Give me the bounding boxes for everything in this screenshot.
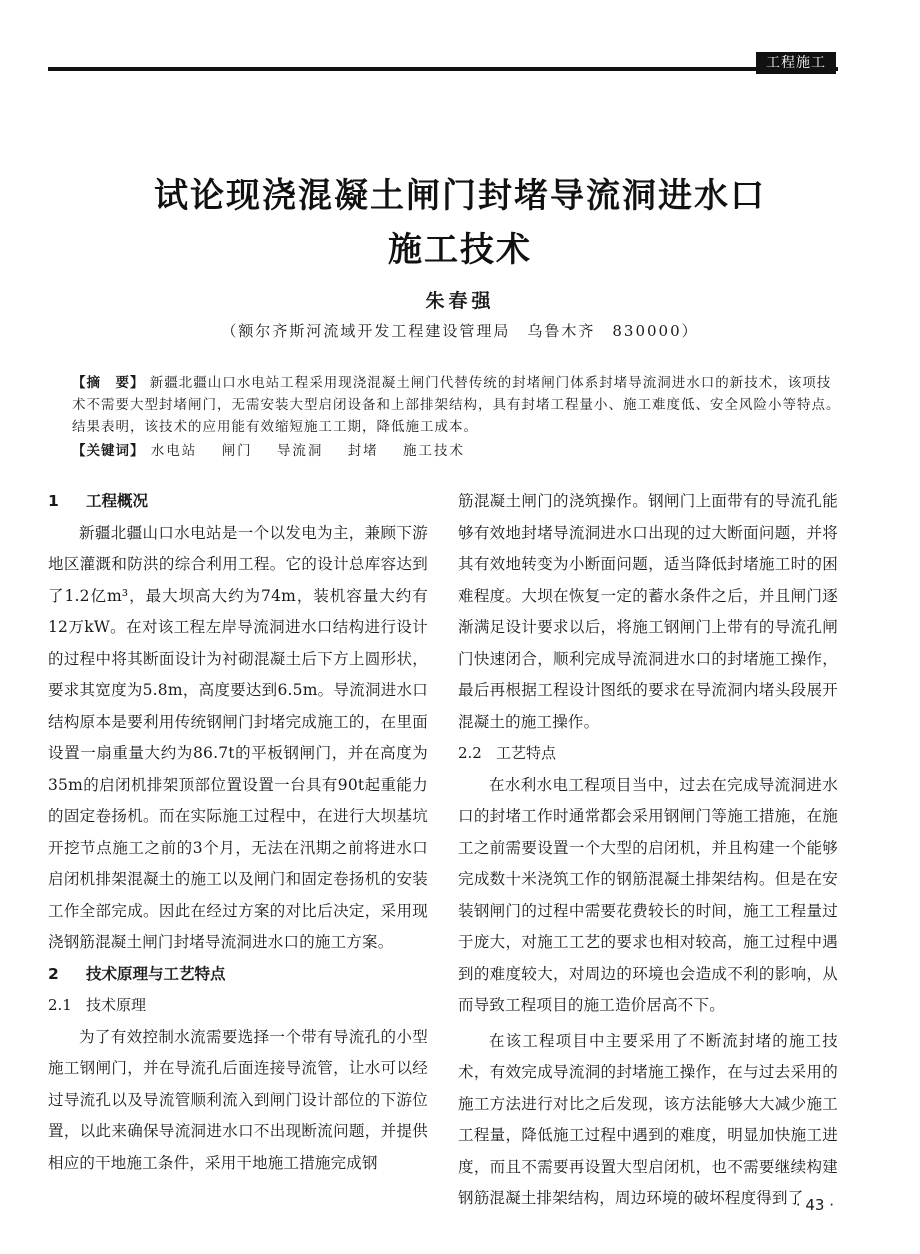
left-column	[48, 486, 428, 1179]
body-paragraph: 新疆北疆山口水电站是一个以发电为主，兼顾下游地区灌溉和防洪的综合利用工程。它的设计总库容达到了1.2亿m³，最大坝高大约为74m，装机容量大约有12万kW。在对该工程左岸导流洞进水口结构进行设计的过程中将其断面设计为衬砌混凝土后下方上圆形状，要求其宽度为5.8m，高度要达到6.5m。导流洞进水口结构原本是要利用传统钢闸门封堵完成施工的，在里面设置一扇重量大约为86.7t的平板钢闸门，并在高度为35m的启闭机排架顶部位置设置一台具有90t起重能力的固定卷扬机。而在实际施工过程中，在进行大坝基坑开挖节点施工之前的3个月，无法在汛期之前将进水口启闭机排架混凝土的施工以及闸门和固定卷扬机的安装工作全部完成。因此在经过方案的对比后决定，采用现浇钢筋混凝土闸门封堵导流洞进水口的施工方案。	[48, 523, 428, 951]
keywords-label: 【关键词】	[72, 443, 145, 459]
section-tag: 工程施工	[756, 52, 836, 74]
section-title: 工程概况	[86, 492, 149, 510]
author: 朱春强	[425, 290, 495, 312]
page-number: · 43 ·	[795, 1196, 834, 1214]
section-number: 2	[48, 964, 59, 983]
subsection-title: 技术原理	[86, 996, 147, 1014]
subsection-heading	[48, 990, 428, 1022]
keywords	[72, 440, 842, 462]
header-rule	[48, 67, 838, 71]
section-number: 1	[48, 492, 59, 510]
section-heading	[48, 486, 428, 518]
body-paragraph: 在该工程项目中主要采用了不断流封堵的施工技术，有效完成导流洞的封堵施工操作，在与过去采用的施工方法进行对比之后发现，该方法能够大大减少施工工程量，降低施工过程中遇到的难度，明显加快施工进度，而且不需要再设置大型启闭机，也不需要继续构建钢筋混凝土排架结构，周边环境的破坏程度得到了	[458, 1031, 838, 1207]
subsection-number: 2.1	[48, 996, 72, 1014]
section-title: 技术原理与工艺特点	[86, 964, 226, 983]
keyword: 封堵	[347, 443, 379, 459]
keyword: 闸门	[221, 443, 253, 459]
body-paragraph: 筋混凝土闸门的浇筑操作。钢闸门上面带有的导流孔能够有效地封堵导流洞进水口出现的过大断面问题，并将其有效地转变为小断面问题，适当降低封堵施工时的困难程度。大坝在恢复一定的蓄水条件之后，并且闸门逐渐满足设计要求以后，将施工钢闸门上带有的导流孔闸门快速闭合，顺利完成导流洞进水口的封堵施工操作，最后再根据工程设计图纸的要求在导流洞内堵头段展开混凝土的施工操作。	[458, 492, 838, 731]
subsection-heading	[458, 738, 838, 770]
paper-title-line2: 施工技术	[388, 230, 532, 270]
right-column	[458, 486, 838, 1215]
subsection-number: 2.2	[458, 744, 482, 762]
abstract-label: 【摘 要】	[72, 375, 145, 391]
section-heading	[48, 959, 428, 991]
affiliation: （额尔齐斯河流域开发工程建设管理局 乌鲁木齐 830000）	[221, 322, 699, 340]
keyword: 施工技术	[402, 443, 465, 459]
abstract-text: 新疆北疆山口水电站工程采用现浇混凝土闸门代替传统的封堵闸门体系封堵导流洞进水口的新技术，该项技术不需要大型封堵闸门，无需安装大型启闭设备和上部排架结构，具有封堵工程量小、施工难度低、安全风险小等特点。结果表明，该技术的应用能有效缩短施工工期，降低施工成本。	[72, 375, 841, 435]
body-paragraph: 在水利水电工程项目当中，过去在完成导流洞进水口的封堵工作时通常都会采用钢闸门等施工措施，在施工之前需要设置一个大型的启闭机，并且构建一个能够完成数十米浇筑工作的钢筋混凝土排架结构。但是在安装钢闸门的过程中需要花费较长的时间，施工工程量过于庞大，对施工工艺的要求也相对较高，施工过程中遇到的难度较大，对周边的环境也会造成不利的影响，从而导致工程项目的施工造价居高不下。	[458, 775, 838, 1014]
abstract	[72, 372, 842, 438]
subsection-title: 工艺特点	[496, 744, 557, 762]
body-paragraph: 为了有效控制水流需要选择一个带有导流孔的小型施工钢闸门，并在导流孔后面连接导流管，让水可以经过导流孔以及导流管顺利流入到闸门设计部位的下游位置，以此来确保导流洞进水口不出现断流问题，并提供相应的干地施工条件，采用干地施工措施完成钢	[48, 1027, 428, 1172]
paper-title-line1: 试论现浇混凝土闸门封堵导流洞进水口	[154, 176, 766, 216]
keyword: 导流洞	[276, 443, 324, 459]
keyword: 水电站	[150, 443, 198, 459]
